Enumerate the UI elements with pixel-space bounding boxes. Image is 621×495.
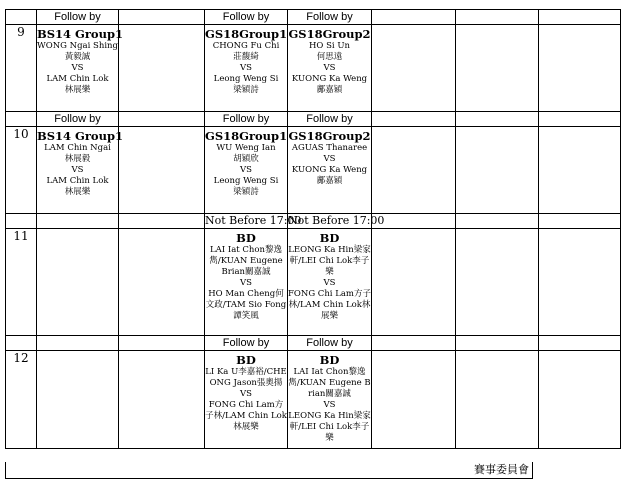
empty-cell — [539, 127, 621, 214]
empty-cell — [37, 351, 119, 449]
empty-cell — [372, 10, 456, 25]
follow-by-label: Follow by — [205, 10, 288, 25]
player-b: LAM Chin Lok — [46, 176, 109, 186]
empty-cell — [456, 336, 539, 351]
match-cell — [205, 229, 288, 336]
match-row-9 — [6, 25, 621, 112]
vs-label: VS — [71, 63, 84, 73]
empty-cell — [119, 229, 205, 336]
empty-cell — [372, 214, 456, 229]
player-a-chinese: 林展毅 — [64, 154, 91, 164]
player-a: WONG Ngai Shing — [37, 41, 118, 51]
row-number: 12 — [6, 351, 37, 449]
vs-label: VS — [240, 63, 252, 73]
player-a: WU Weng Ian — [216, 143, 276, 153]
empty-cell — [372, 25, 456, 112]
player-a-chinese: 胡穎欣 — [233, 154, 259, 164]
match-cell — [37, 127, 123, 214]
match-cell — [205, 127, 288, 214]
empty-cell — [539, 10, 621, 25]
empty-cell — [456, 214, 539, 229]
player-a-chinese: 何思遠 — [316, 52, 343, 62]
empty-cell — [6, 112, 37, 127]
match-title: GS18Group2 — [288, 129, 371, 143]
empty-cell — [6, 10, 37, 25]
follow-by-label: Follow by — [37, 112, 119, 127]
player-b: KUONG Ka Weng — [291, 74, 368, 84]
vs-label: VS — [323, 400, 336, 410]
empty-cell — [37, 336, 119, 351]
empty-cell — [372, 112, 456, 127]
match-cell — [37, 25, 123, 112]
team-a: LAI Iat Chon黎逸雋/KUAN Eugene Brian關嘉誠 — [288, 367, 371, 399]
empty-cell — [372, 336, 456, 351]
player-b: KUONG Ka Weng — [291, 165, 368, 175]
empty-cell — [456, 25, 539, 112]
empty-cell — [119, 10, 205, 25]
footer-bar — [5, 462, 533, 479]
match-title: GS18Group2 — [288, 27, 371, 41]
empty-cell — [6, 336, 37, 351]
player-a: CHONG Fu Chi — [212, 41, 280, 51]
team-b: FONG Chi Lam方子林/LAM Chin Lok林展樂 — [288, 289, 371, 321]
player-b: LAM Chin Lok — [46, 74, 109, 84]
follow-by-label: Follow by — [288, 336, 372, 351]
not-before-label: Not Before 17:00 — [205, 214, 302, 227]
empty-cell — [539, 351, 621, 449]
match-cell — [288, 229, 372, 336]
follow-by-label: Follow by — [37, 10, 119, 25]
empty-cell — [6, 214, 37, 229]
not-before-label: Not Before 17:00 — [288, 214, 385, 227]
player-b-chinese: 林展樂 — [64, 187, 91, 197]
row-number: 9 — [6, 25, 37, 112]
match-cell — [288, 127, 372, 214]
match-title: BS14 Group1 — [37, 27, 123, 41]
row-number: 10 — [6, 127, 37, 214]
follow-by-label: Follow by — [205, 336, 288, 351]
empty-cell — [539, 229, 621, 336]
match-title: BD — [319, 353, 340, 367]
team-a: LEONG Ka Hin梁家軒/LEI Chi Lok李子樂 — [288, 245, 371, 277]
follow-by-label: Follow by — [288, 10, 372, 25]
empty-cell — [372, 351, 456, 449]
empty-cell — [119, 25, 205, 112]
player-b: Leong Weng Si — [213, 176, 279, 186]
player-b: Leong Weng Si — [213, 74, 279, 84]
empty-cell — [539, 214, 621, 229]
player-a-chinese: 莊馥綺 — [233, 52, 259, 62]
empty-cell — [456, 127, 539, 214]
empty-cell — [456, 351, 539, 449]
team-b: HO Man Cheng何文政/TAM Sio Fong譚笑風 — [205, 289, 287, 321]
match-title: BS14 Group1 — [37, 129, 123, 143]
organizer-label: 賽事委員會 — [474, 463, 529, 476]
player-a: AGUAS Thanaree — [291, 143, 368, 153]
empty-cell — [119, 351, 205, 449]
vs-label: VS — [323, 154, 336, 164]
match-title: GS18Group1 — [205, 27, 288, 41]
empty-cell — [539, 336, 621, 351]
empty-cell — [539, 25, 621, 112]
empty-cell — [119, 127, 205, 214]
follow-by-row — [6, 112, 621, 127]
empty-cell — [539, 112, 621, 127]
empty-cell — [372, 127, 456, 214]
empty-cell — [37, 229, 119, 336]
empty-cell — [37, 214, 119, 229]
match-title: BD — [236, 353, 256, 367]
not-before-row — [6, 214, 621, 229]
schedule-table — [5, 9, 621, 449]
vs-label: VS — [240, 278, 252, 288]
vs-label: VS — [240, 165, 252, 175]
vs-label: VS — [323, 63, 336, 73]
empty-cell — [119, 336, 205, 351]
follow-by-label: Follow by — [205, 112, 288, 127]
match-cell — [205, 351, 288, 449]
player-b-chinese: 鄺嘉穎 — [316, 176, 343, 186]
match-row-12 — [6, 351, 621, 449]
player-a: LAM Chin Ngai — [44, 143, 111, 153]
empty-cell — [456, 229, 539, 336]
empty-cell — [372, 229, 456, 336]
vs-label: VS — [240, 389, 252, 399]
match-title: BD — [319, 231, 340, 245]
team-b: FONG Chi Lam方子林/LAM Chin Lok林展樂 — [205, 400, 287, 432]
player-b-chinese: 林展樂 — [64, 85, 91, 95]
empty-cell — [119, 112, 205, 127]
vs-label: VS — [323, 278, 336, 288]
empty-cell — [456, 112, 539, 127]
match-title: BD — [236, 231, 256, 245]
empty-cell — [119, 214, 205, 229]
row-number: 11 — [6, 229, 37, 336]
team-a: LI Ka U李嘉裕/CHEONG Jason張奧揚 — [205, 367, 287, 388]
follow-by-row — [6, 10, 621, 25]
follow-by-row — [6, 336, 621, 351]
player-b-chinese: 梁穎詩 — [233, 187, 259, 197]
player-b-chinese: 梁穎詩 — [233, 85, 259, 95]
match-row-11 — [6, 229, 621, 336]
match-title: GS18Group1 — [205, 129, 288, 143]
player-a: HO Si Un — [309, 41, 350, 51]
player-a-chinese: 黃毅誠 — [64, 52, 91, 62]
team-b: LEONG Ka Hin梁家軒/LEI Chi Lok李子樂 — [288, 411, 371, 443]
player-b-chinese: 鄺嘉穎 — [316, 85, 343, 95]
team-a: LAI Iat Chon黎逸雋/KUAN Eugene Brian關嘉誠 — [209, 245, 283, 277]
follow-by-label: Follow by — [288, 112, 372, 127]
match-row-10 — [6, 127, 621, 214]
vs-label: VS — [71, 165, 84, 175]
match-cell — [288, 25, 372, 112]
empty-cell — [456, 10, 539, 25]
match-cell — [288, 351, 372, 449]
match-cell — [205, 25, 288, 112]
